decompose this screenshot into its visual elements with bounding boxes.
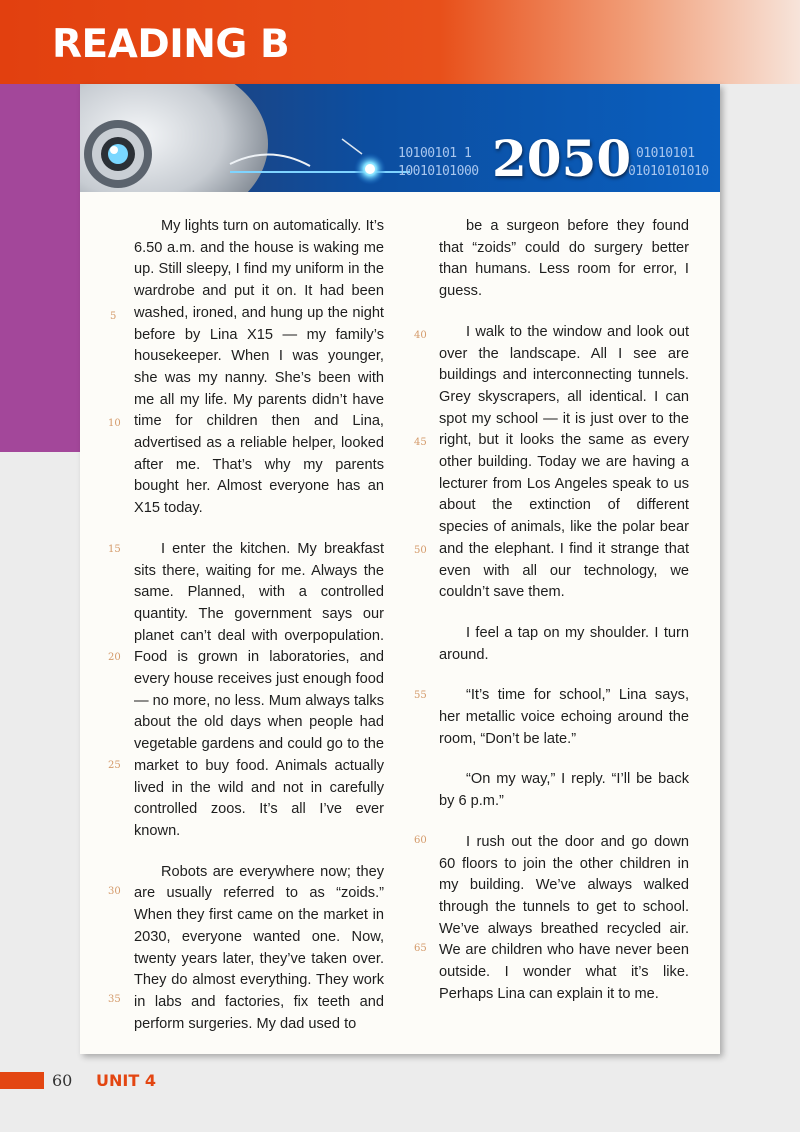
story-paragraph: I walk to the window and look out over the landscape. All I see are buildings and interconnecting tunnels. Grey skyscrapers, all identical. I can spot my school — it is just over to the right, but it looks the same as every other building. Today we are having a lecturer from Los Angeles speak to us about the extinction of different species of animals, like the polar bear and the elephant. I find it strange that even with all our technology, we couldn’t save them. xyxy=(439,323,689,601)
unit-label: UNIT 4 xyxy=(96,1071,156,1090)
footer-accent-bar xyxy=(0,1072,44,1089)
section-title: READING B xyxy=(52,22,290,67)
line-number: 55 xyxy=(414,690,427,701)
line-number: 25 xyxy=(108,760,121,771)
story-column-left xyxy=(134,216,384,1054)
story-paragraph: “It’s time for school,” Lina says, her metallic voice echoing around the room, “Don’t be late.” xyxy=(439,687,689,747)
line-number: 50 xyxy=(414,545,427,556)
story-paragraph: Robots are everywhere now; they are usually referred to as “zoids.” When they first came on the market in 2030, everyone wanted one. Now, twenty years later, they’ve taken over. They do almost everything. They work in labs and factories, fix teeth and perform surgeries. My dad used to xyxy=(134,863,384,1032)
page-number: 60 xyxy=(52,1071,73,1090)
binary-pattern-bottom-right: 01010101010 xyxy=(628,164,709,179)
line-number: 30 xyxy=(108,886,121,897)
story-paragraph: I feel a tap on my shoulder. I turn around. xyxy=(439,624,689,663)
story-paragraph: be a surgeon before they found that “zoids” could do surgery better than humans. Less room for error, I guess. xyxy=(439,218,689,300)
line-number: 20 xyxy=(108,652,121,663)
line-number: 15 xyxy=(108,544,121,555)
side-color-bar xyxy=(0,84,80,452)
line-number: 40 xyxy=(414,330,427,341)
story-column-right xyxy=(439,216,689,1025)
binary-pattern-top-left: 10100101 1 xyxy=(398,146,472,161)
line-number: 10 xyxy=(108,418,121,429)
line-number: 60 xyxy=(414,835,427,846)
line-number: 45 xyxy=(414,437,427,448)
binary-pattern-top-right: 01010101 xyxy=(636,146,695,161)
story-paragraph: I enter the kitchen. My breakfast sits there, waiting for me. Always the same. Planned, with a controlled quantity. The government says our planet can’t deal with overpopulation. Food is grown in laboratories, and every house receives just enough food — no more, no less. Mum always talks about the old days when people had vegetable gardens and could go to the market to buy food. Animals actually lived in the wild and not in carefully controlled zoos. It’s all I’ve ever known. xyxy=(134,540,384,839)
story-paragraph: My lights turn on automatically. It’s 6.50 a.m. and the house is waking me up. Still sleepy, I find my uniform in the wardrobe and put it on. It had been washed, ironed, and hung up the night before by Lina X15 — my family’s housekeeper. When I was younger, she was my nanny. She’s been with me all my life. My parents didn’t have time for children then and Lina, advertised as a reliable helper, looked after me. That’s why my parents bought her. Almost everyone has an X15 today. xyxy=(134,218,384,517)
line-number: 65 xyxy=(414,943,427,954)
story-paragraph: I rush out the door and go down 60 floors to join the other children in my building. We’ve always walked through the tunnels to get to school. We’ve always breathed recycled air. We are children who have never been outside. I wonder what it’s like. Perhaps Lina can explain it to me. xyxy=(439,833,689,1002)
line-number: 35 xyxy=(108,994,121,1005)
banner-year: 2050 xyxy=(492,129,632,188)
story-paragraph: “On my way,” I reply. “I’ll be back by 6 p.m.” xyxy=(439,771,689,810)
line-number: 5 xyxy=(110,311,117,322)
banner-image xyxy=(80,84,720,192)
binary-pattern-bottom-left: 10010101000 xyxy=(398,164,479,179)
